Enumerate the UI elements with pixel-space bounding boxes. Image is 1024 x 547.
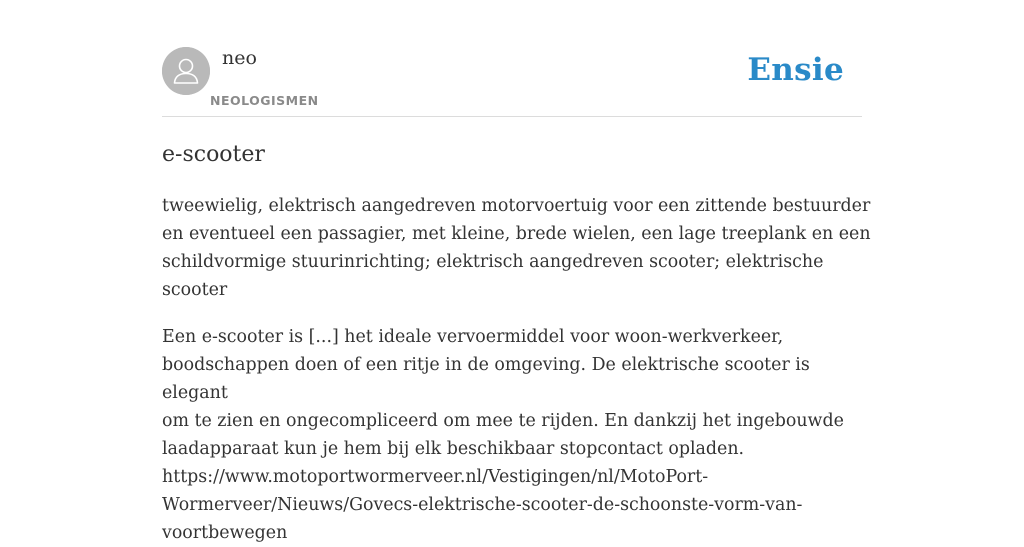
source-url-line: voortbewegen xyxy=(162,523,288,543)
entry-definition: tweewielig, elektrisch aangedreven motorvoertuig voor een zittende bestuurder en eventueel een passagier, met kleine, brede wielen, een lage treeplank en een schildvormige stuurinrichting; elektrisch aangedreven scooter; elektrische scooter xyxy=(162,196,871,300)
user-silhouette-icon xyxy=(162,47,210,95)
site-logo[interactable]: Ensie xyxy=(747,52,844,88)
header xyxy=(162,46,862,117)
source-url-line: Wormerveer/Nieuws/Govecs-elektrische-scooter-de-schoonste-vorm-van- xyxy=(162,495,803,515)
category-label[interactable]: NEOLOGISMEN xyxy=(210,93,319,108)
author-name[interactable]: neo xyxy=(222,47,257,69)
example-line: laadapparaat kun je hem bij elk beschikbaar stopcontact opladen. xyxy=(162,439,745,459)
example-line: Een e-scooter is [...] het ideale vervoermiddel voor woon-werkverkeer, xyxy=(162,327,784,347)
user-avatar-icon[interactable] xyxy=(162,47,210,95)
entry-example xyxy=(162,323,872,547)
entry-title: e-scooter xyxy=(162,142,265,167)
example-line: boodschappen doen of een ritje in de omgeving. De elektrische scooter is elegant xyxy=(162,355,810,403)
source-url-line: https://www.motoportwormerveer.nl/Vestigingen/nl/MotoPort- xyxy=(162,467,709,487)
example-line: om te zien en ongecompliceerd om mee te rijden. En dankzij het ingebouwde xyxy=(162,411,844,431)
